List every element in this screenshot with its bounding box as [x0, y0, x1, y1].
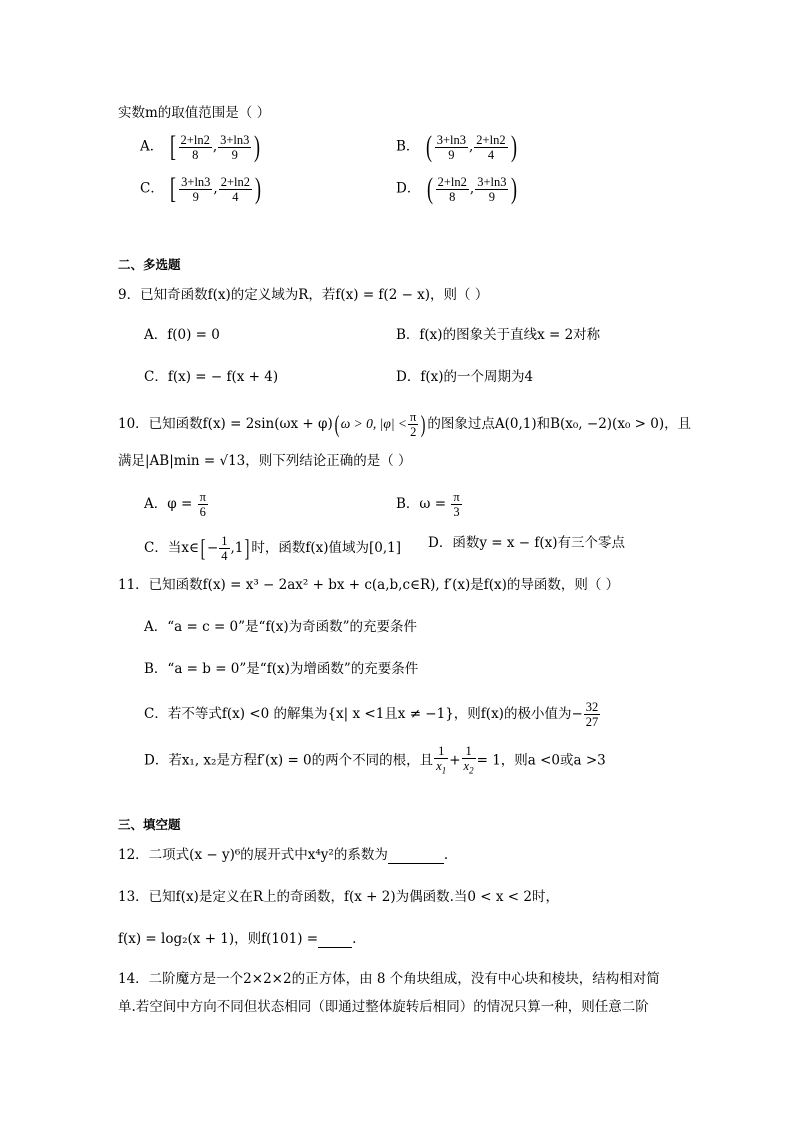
paren-open: ( [334, 411, 340, 438]
option-label: C． [140, 180, 164, 197]
option-text: C．当x∈ [144, 540, 199, 556]
bracket: ( [425, 130, 432, 163]
fraction [198, 490, 208, 519]
denominator: $x_2$ [463, 759, 474, 776]
q12-text: 12．二项式(x − y)⁶的展开式中x⁴y²的系数为 [118, 847, 388, 863]
answer-blank[interactable] [318, 933, 352, 948]
q9-option-d[interactable]: D．f(x)的一个周期为4 [396, 369, 534, 385]
denominator: 4 [232, 189, 239, 204]
q11-option-a[interactable]: A．“a = c = 0”是“f(x)为奇函数”的充要条件 [144, 619, 417, 635]
fraction [434, 744, 448, 778]
fraction [462, 744, 476, 778]
q8-option-c[interactable]: C． [ $\frac{3+\ln 3}{9}$ , $\frac{2+\ln 2}{4}$ ) [140, 172, 261, 205]
q8-option-b[interactable]: B． ( $\frac{3+\ln 3}{9}$ , $\frac{2+\ln 2}{4}$ ) [396, 130, 517, 163]
q10-option-d[interactable]: D．函数y = x − f(x)有三个零点 [428, 535, 625, 551]
denominator: 8 [449, 189, 456, 204]
fraction [408, 410, 418, 439]
section-heading-fill: 三、填空题 [118, 817, 181, 832]
fraction [474, 133, 507, 162]
q9-option-c[interactable]: C．f(x) = − f(x + 4) [144, 369, 279, 385]
numerator: π [453, 490, 460, 504]
denominator: 6 [199, 505, 206, 519]
denominator: 4 [487, 147, 495, 162]
fraction [475, 175, 508, 204]
fraction [435, 133, 468, 162]
denominator: $x_1$ [436, 759, 447, 776]
option-text: D．若x₁, x₂是方程f′(x) = 0的两个不同的根，且 [144, 752, 434, 769]
numerator: 2+ln2 [476, 132, 506, 147]
q8-option-d[interactable]: D． ( $\frac{2+\ln 2}{8}$ , $\frac{3+\ln 3}{9}$ ) [396, 172, 518, 205]
section-heading-multi: 二、多选题 [118, 257, 181, 272]
paren-close: ) [420, 411, 426, 438]
denominator: 8 [192, 147, 199, 162]
q8-option-a[interactable]: A． [ $\frac{2+\ln 2}{8}$ , $\frac{3+\ln 3}{9}$ ) [140, 130, 261, 163]
q9-stem: 9．已知奇函数f(x)的定义域为R，若f(x) = f(2 − x)，则（ ） [118, 287, 489, 303]
bracket-close: ] [244, 535, 250, 562]
denominator: 9 [192, 189, 199, 204]
option-text: 时，函数f(x)值域为[0,1] [251, 540, 402, 556]
q13-text: f(x) = log₂(x + 1)，则f(101) = [118, 931, 319, 947]
q10-stem [118, 410, 691, 439]
fraction [218, 133, 251, 162]
numerator: 3+ln3 [477, 174, 507, 189]
numerator: 32 [585, 700, 599, 714]
fraction [451, 490, 461, 519]
q8-stem-text: 实数m的取值范围是（ ） [118, 105, 271, 121]
option-label: D． [396, 180, 421, 197]
q10-option-b[interactable] [396, 490, 463, 519]
bracket: ) [510, 130, 517, 163]
period: . [443, 847, 449, 863]
option-text: = 1，则a <0或a >3 [476, 752, 606, 769]
q8-stem [118, 104, 270, 122]
q11-option-d[interactable]: D．若x₁, x₂是方程f′(x) = 0的两个不同的根，且 $\frac{1}{x_1}$ + $\frac{1}{x_2}$ = 1，则a <0或a >3 [144, 744, 606, 776]
fraction [219, 175, 252, 204]
q10-line2: 满足|AB|min = √13，则下列结论正确的是（ ） [118, 453, 412, 469]
period: . [352, 931, 357, 947]
option-text: B．ω = [396, 496, 447, 512]
fraction [179, 175, 212, 204]
bracket: [ [169, 130, 176, 163]
numerator: 1 [434, 744, 448, 759]
denominator: 27 [585, 715, 599, 729]
q11-option-b[interactable]: B．“a = b = 0”是“f(x)为增函数”的充要条件 [144, 661, 419, 677]
fraction [179, 133, 212, 162]
denominator: 4 [221, 549, 228, 563]
numerator: 3+ln3 [181, 174, 211, 189]
fraction [436, 175, 469, 204]
denominator: 2 [410, 425, 417, 439]
q13-line2 [118, 930, 356, 948]
denominator: 9 [488, 189, 495, 204]
numerator: 1 [462, 744, 476, 759]
answer-blank[interactable] [388, 849, 444, 864]
q9-option-b[interactable]: B．f(x)的图象关于直线x = 2对称 [396, 327, 601, 343]
bracket-open: [ [200, 535, 206, 562]
q14-line2: 单.若空间中方向不同但状态相同（即通过整体旋转后相同）的情况只算一种，则任意二阶 [118, 999, 649, 1015]
bracket: ) [254, 130, 261, 163]
option-text: A．φ = [144, 496, 193, 512]
bracket: ( [426, 172, 433, 205]
q11-stem: 11．已知函数f(x) = x³ − 2ax² + bx + c(a,b,c∈R), f′(x)是f(x)的导函数，则（ ） [118, 577, 620, 593]
fraction [219, 534, 229, 563]
q14-line1: 14．二阶魔方是一个2×2×2的正方体，由 8 个角块组成，没有中心块和棱块，结构相对简 [118, 971, 660, 987]
numerator: 3+ln3 [220, 132, 250, 147]
denominator: 3 [453, 505, 460, 519]
option-label: A． [140, 138, 164, 155]
q12-line [118, 846, 448, 864]
q10-option-a[interactable] [144, 490, 209, 519]
numerator: 2+ln2 [437, 174, 467, 189]
fraction [584, 700, 601, 729]
numerator: 2+ln2 [180, 132, 210, 147]
numerator: 1 [221, 534, 228, 548]
q11-option-c[interactable] [144, 700, 601, 729]
bracket: [ [170, 172, 177, 205]
numerator: π [410, 410, 417, 424]
q10-condition: ω > 0, |φ| < [340, 416, 408, 431]
q10-stem-post: 的图象过点A(0,1)和B(x₀, −2)(x₀ > 0)，且 [427, 416, 692, 432]
denominator: 9 [448, 147, 455, 162]
numerator: π [199, 490, 206, 504]
q9-option-a[interactable]: A．f(0) = 0 [144, 327, 220, 343]
q10-stem-pre: 10．已知函数f(x) = 2sin(ωx + φ) [118, 416, 333, 432]
numerator: 3+ln3 [436, 132, 466, 147]
option-text: C．若不等式f(x) <0 的解集为{x| x <1且x ≠ −1}，则f(x)的极小值为− [144, 706, 583, 722]
numerator: 2+ln2 [220, 174, 250, 189]
q10-option-c[interactable]: C．当x∈[ − $\frac{1}{4}$ ,1] 时，函数f(x)值域为[0,1] [144, 534, 402, 563]
bracket: ) [511, 172, 518, 205]
denominator: 9 [231, 147, 238, 162]
option-label: B． [396, 138, 420, 155]
bracket: ) [255, 172, 261, 205]
q13-line1: 13．已知f(x)是定义在R上的奇函数，f(x + 2)为偶函数.当0 < x < 2时， [118, 889, 559, 905]
